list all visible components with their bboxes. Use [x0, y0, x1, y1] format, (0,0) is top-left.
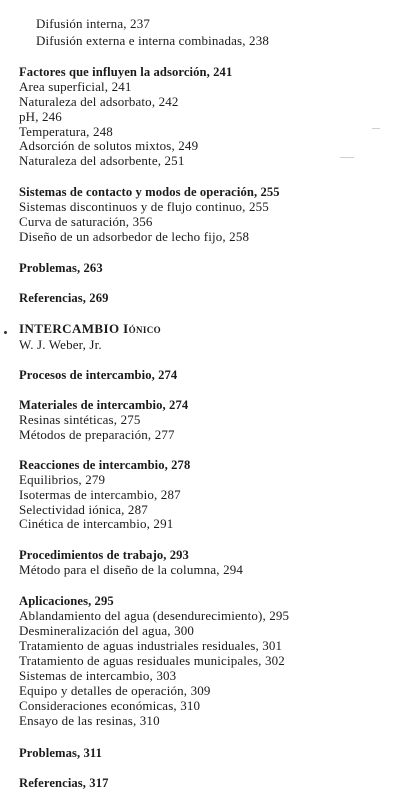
chapter-title-main: INTERCAMBIO I: [19, 321, 129, 336]
toc-entry: Curva de saturación, 356: [19, 214, 153, 229]
toc-section-heading: Problemas, 263: [19, 261, 103, 275]
toc-entry: Diseño de un adsorbedor de lecho fijo, 258: [19, 229, 250, 244]
chapter-bullet: [4, 331, 7, 334]
toc-section-heading: Materiales de intercambio, 274: [19, 398, 189, 412]
toc-entry: Naturaleza del adsorbente, 251: [19, 153, 185, 168]
toc-entry: Sistemas discontinuos y de flujo continuo, 255: [19, 199, 269, 214]
toc-section-heading: Reacciones de intercambio, 278: [19, 458, 191, 472]
toc-entry: Ensayo de las resinas, 310: [19, 713, 160, 728]
toc-entry: Método para el diseño de la columna, 294: [19, 562, 244, 577]
toc-section-heading: Referencias, 269: [19, 291, 109, 305]
toc-section-heading: Procedimientos de trabajo, 293: [19, 548, 189, 562]
toc-entry: Consideraciones económicas, 310: [19, 698, 201, 713]
toc-entry: Difusión interna, 237: [36, 16, 150, 31]
toc-entry: Tratamiento de aguas residuales municipales, 302: [19, 653, 285, 668]
toc-entry: pH, 246: [19, 109, 62, 124]
toc-section-heading: Problemas, 311: [19, 746, 103, 760]
toc-entry: Ablandamiento del agua (desendurecimiento), 295: [19, 608, 290, 623]
toc-entry: Cinética de intercambio, 291: [19, 516, 174, 531]
toc-section-heading: Factores que influyen la adsorción, 241: [19, 65, 233, 79]
scan-speck: [340, 157, 354, 158]
chapter-title: [19, 322, 161, 336]
chapter-author: W. J. Weber, Jr.: [19, 337, 102, 352]
toc-entry: Difusión externa e interna combinadas, 238: [36, 33, 270, 48]
toc-entry: Selectividad iónica, 287: [19, 502, 148, 517]
toc-entry: Métodos de preparación, 277: [19, 427, 175, 442]
toc-section-heading: Referencias, 317: [19, 776, 109, 790]
toc-entry: Naturaleza del adsorbato, 242: [19, 94, 179, 109]
toc-entry: Equipo y detalles de operación, 309: [19, 683, 211, 698]
toc-entry: Adsorción de solutos mixtos, 249: [19, 138, 199, 153]
toc-entry: Sistemas de intercambio, 303: [19, 668, 177, 683]
toc-entry: Isotermas de intercambio, 287: [19, 487, 181, 502]
toc-entry: Area superficial, 241: [19, 79, 132, 94]
toc-entry: Tratamiento de aguas industriales residuales, 301: [19, 638, 283, 653]
toc-entry: Equilibrios, 279: [19, 472, 106, 487]
toc-entry: Temperatura, 248: [19, 124, 113, 139]
chapter-title-smallcaps: ónico: [128, 321, 162, 336]
toc-section-heading: Aplicaciones, 295: [19, 594, 114, 608]
scan-speck: [372, 128, 380, 129]
toc-section-heading: Sistemas de contacto y modos de operación, 255: [19, 185, 280, 199]
toc-entry: Resinas sintéticas, 275: [19, 412, 141, 427]
toc-entry: Desmineralización del agua, 300: [19, 623, 195, 638]
toc-section-heading: Procesos de intercambio, 274: [19, 368, 178, 382]
